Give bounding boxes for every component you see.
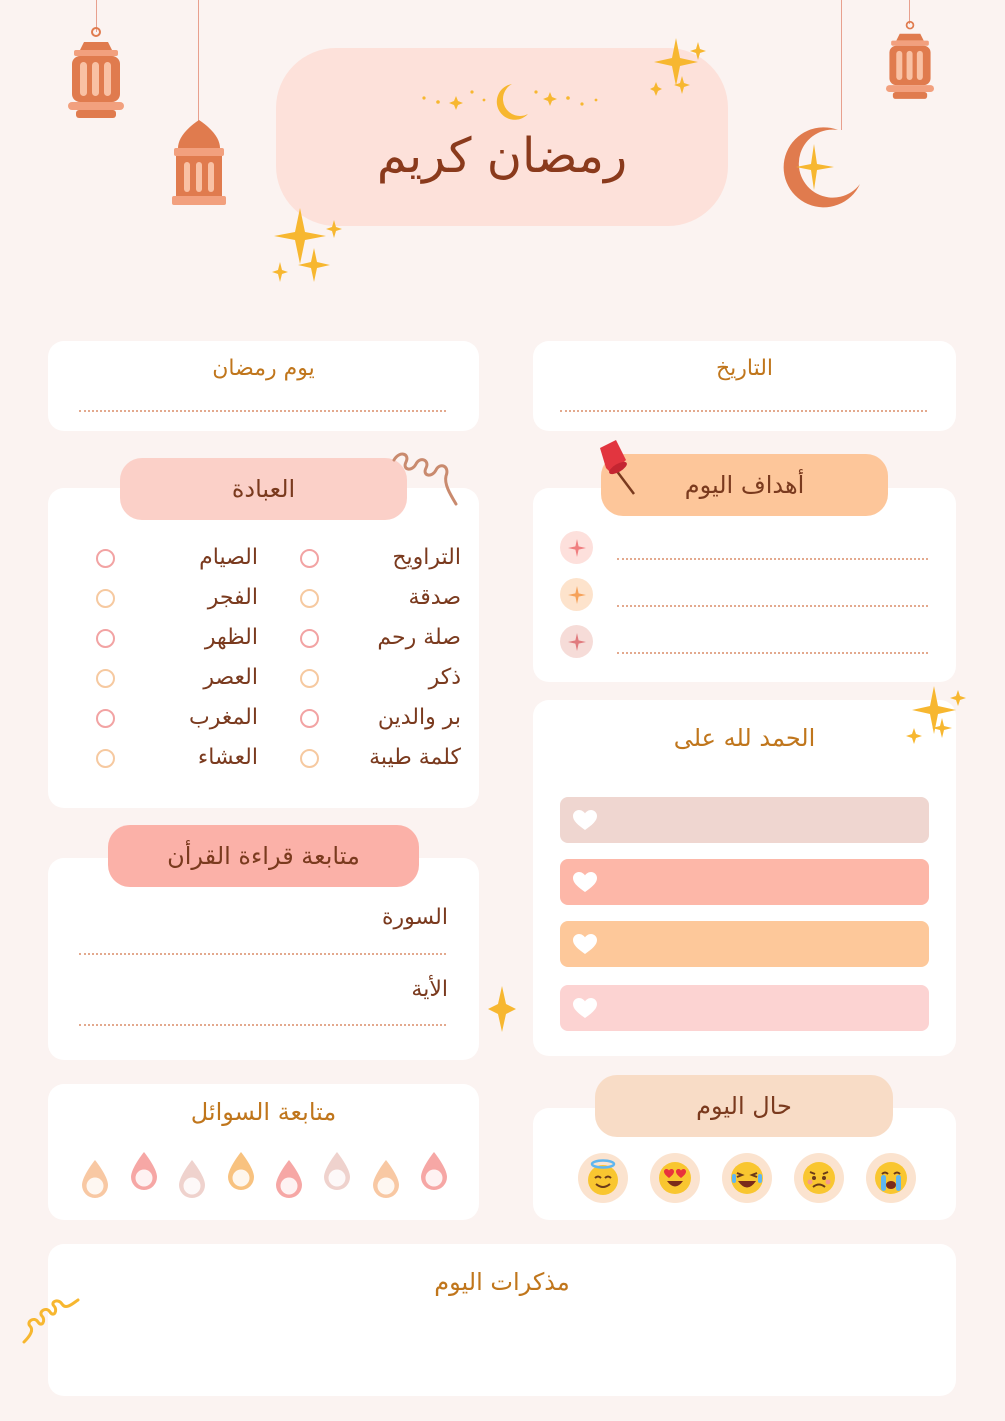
worship-checkbox[interactable] (96, 669, 115, 688)
gratitude-entry[interactable] (560, 985, 929, 1031)
surah-input[interactable] (79, 953, 446, 955)
lantern-icon (68, 26, 124, 124)
heart-eyes-face-icon[interactable] (650, 1153, 700, 1203)
water-drop-icon[interactable] (419, 1150, 449, 1192)
worship-title: العبادة (120, 458, 407, 520)
worship-item: ذكر (428, 665, 461, 690)
worship-item: صلة رحم (377, 625, 461, 650)
ramadan-day-label: يوم رمضان (212, 356, 315, 381)
halo-face-icon[interactable] (578, 1153, 628, 1203)
heart-icon (572, 933, 598, 955)
worship-checkbox[interactable] (300, 669, 319, 688)
water-drop-icon[interactable] (322, 1150, 352, 1192)
sparkle-icon (904, 682, 968, 750)
crescent-moon-icon (776, 124, 866, 214)
page-title: رمضان كريم (376, 128, 628, 184)
goal-input[interactable] (617, 605, 928, 607)
ayah-label: الأية (411, 977, 448, 1002)
swirl-decoration-icon (20, 1296, 82, 1348)
goal-input[interactable] (617, 652, 928, 654)
water-drop-icon[interactable] (80, 1158, 110, 1200)
hanging-string (841, 0, 842, 130)
hanging-string (198, 0, 199, 122)
gratitude-entry[interactable] (560, 921, 929, 967)
swirl-decoration-icon (388, 446, 460, 514)
worship-checkbox[interactable] (300, 709, 319, 728)
worship-item: العصر (203, 665, 258, 690)
goal-star-icon (560, 578, 593, 611)
water-drop-icon[interactable] (129, 1150, 159, 1192)
worship-item: المغرب (189, 705, 258, 730)
worship-checkbox[interactable] (96, 749, 115, 768)
laughing-face-icon[interactable] (722, 1153, 772, 1203)
worship-item: الصيام (199, 545, 258, 570)
surah-label: السورة (382, 905, 448, 930)
goal-input[interactable] (617, 558, 928, 560)
worship-item: التراويح (392, 545, 461, 570)
pushpin-icon (594, 438, 642, 498)
heart-icon (572, 871, 598, 893)
moon-stars-icon (404, 78, 604, 128)
worship-checkbox[interactable] (300, 629, 319, 648)
date-label: التاريخ (715, 356, 774, 381)
heart-icon (572, 997, 598, 1019)
gratitude-entry[interactable] (560, 859, 929, 905)
quran-card (48, 858, 479, 1060)
ayah-input[interactable] (79, 1024, 446, 1026)
lantern-icon (886, 16, 934, 108)
date-input[interactable] (560, 410, 927, 412)
water-drop-icon[interactable] (371, 1158, 401, 1200)
water-drop-icon[interactable] (177, 1158, 207, 1200)
worship-checkbox[interactable] (96, 709, 115, 728)
notes-title: مذكرات اليوم (434, 1268, 570, 1296)
sparkle-icon (650, 34, 710, 100)
worried-face-icon[interactable] (794, 1153, 844, 1203)
worship-item: كلمة طيبة (369, 745, 461, 770)
worship-item: الظهر (204, 625, 258, 650)
crying-face-icon[interactable] (866, 1153, 916, 1203)
quran-title: متابعة قراءة القرأن (108, 825, 419, 887)
worship-item: الفجر (207, 585, 258, 610)
mood-title: حال اليوم (595, 1075, 893, 1137)
goal-star-icon (560, 531, 593, 564)
worship-checkbox[interactable] (300, 589, 319, 608)
worship-item: العشاء (197, 745, 258, 770)
worship-checkbox[interactable] (96, 629, 115, 648)
date-card (533, 341, 956, 431)
heart-icon (572, 809, 598, 831)
gratitude-title: الحمد لله على (673, 724, 816, 752)
notes-card[interactable] (48, 1244, 956, 1396)
gratitude-entry[interactable] (560, 797, 929, 843)
water-drop-icon[interactable] (274, 1158, 304, 1200)
goal-star-icon (560, 625, 593, 658)
sparkle-icon (486, 984, 518, 1034)
ramadan-day-input[interactable] (79, 410, 446, 412)
worship-checkbox[interactable] (300, 549, 319, 568)
worship-checkbox[interactable] (96, 589, 115, 608)
worship-checkbox[interactable] (300, 749, 319, 768)
worship-item: بر والدين (377, 705, 461, 730)
water-drop-icon[interactable] (226, 1150, 256, 1192)
lantern-icon (170, 118, 228, 208)
ramadan-day-card (48, 341, 479, 431)
worship-item: صدقة (408, 585, 461, 610)
fluids-title: متابعة السوائل (190, 1098, 337, 1126)
sparkle-icon (268, 204, 348, 290)
worship-checkbox[interactable] (96, 549, 115, 568)
goals-title: أهداف اليوم (601, 454, 888, 516)
